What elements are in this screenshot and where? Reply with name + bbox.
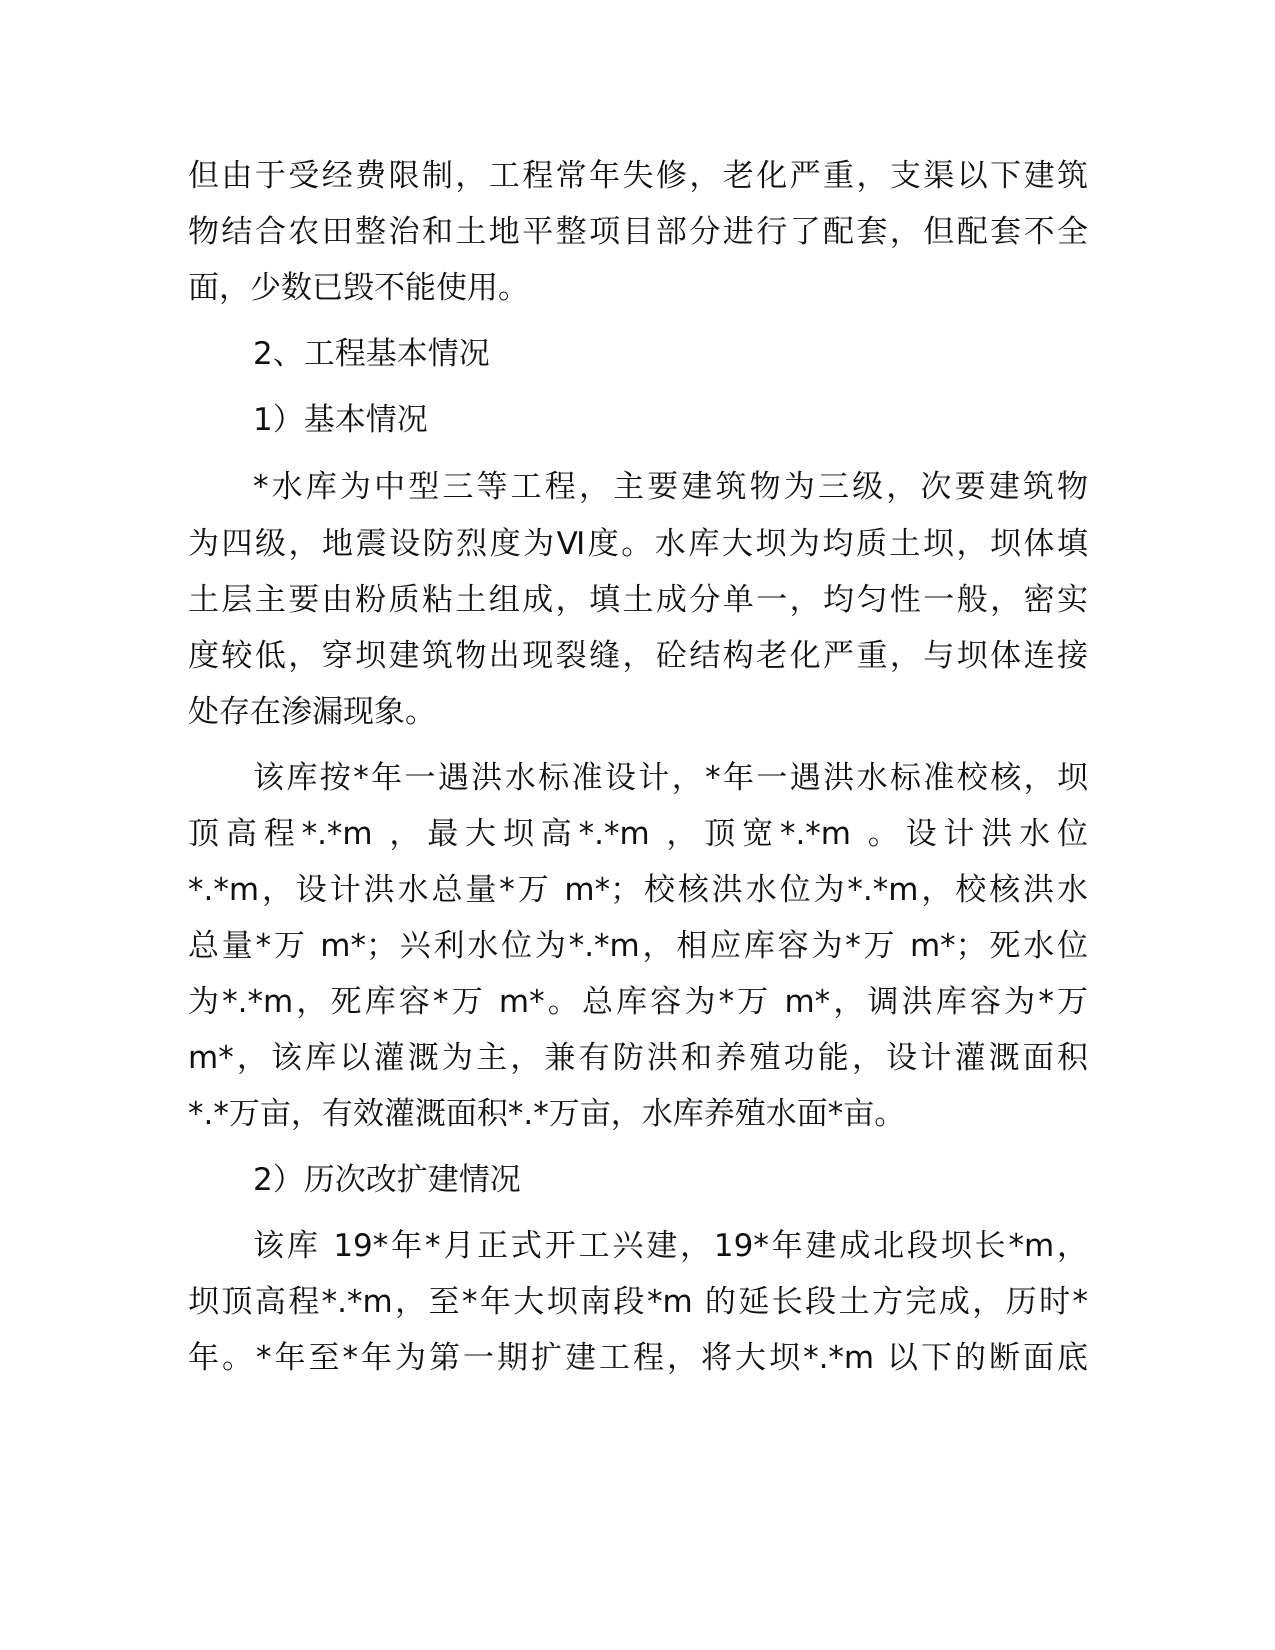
text-line-21: 年。*年至*年为第一期扩建工程，将大坝*.*m 以下的断面底 [188, 1340, 1088, 1376]
text-line-2: 物结合农田整治和土地平整项目部分进行了配套，但配套不全 [188, 214, 1088, 250]
text-line-10: 处存在渗漏现象。 [188, 694, 436, 730]
subsection-heading-history: 2）历次改扩建情况 [253, 1162, 521, 1198]
text-line-1: 但由于受经费限制，工程常年失修，老化严重，支渠以下建筑 [188, 158, 1088, 194]
text-line-20: 坝顶高程*.*m，至*年大坝南段*m 的延长段土方完成，历时* [188, 1284, 1088, 1320]
text-line-8: 土层主要由粉质粘土组成，填土成分单一，均匀性一般，密实 [188, 582, 1088, 618]
text-line-16: m*，该库以灌溉为主，兼有防洪和养殖功能，设计灌溉面积 [188, 1040, 1088, 1076]
text-line-9: 度较低，穿坝建筑物出现裂缝，砼结构老化严重，与坝体连接 [188, 638, 1088, 674]
text-line-3: 面，少数已毁不能使用。 [188, 270, 529, 306]
text-line-11: 该库按*年一遇洪水标准设计，*年一遇洪水标准校核，坝 [253, 760, 1088, 796]
text-line-12: 顶高程*.*m ，最大坝高*.*m ，顶宽*.*m 。设计洪水位 [188, 816, 1088, 852]
text-line-19: 该库 19*年*月正式开工兴建，19*年建成北段坝长*m， [253, 1228, 1088, 1264]
text-line-14: 总量*万 m*；兴利水位为*.*m，相应库容为*万 m*；死水位 [188, 928, 1088, 964]
text-line-13: *.*m，设计洪水总量*万 m*；校核洪水位为*.*m，校核洪水 [188, 872, 1088, 908]
text-line-7: 为四级，地震设防烈度为Ⅵ度。水库大坝为均质土坝，坝体填 [188, 526, 1088, 562]
subsection-heading-basic: 1）基本情况 [253, 402, 428, 438]
section-heading: 2、工程基本情况 [253, 336, 490, 372]
text-line-6: *水库为中型三等工程，主要建筑物为三级，次要建筑物 [253, 469, 1088, 505]
text-line-17: *.*万亩，有效灌溉面积*.*万亩，水库养殖水面*亩。 [188, 1096, 906, 1132]
text-line-15: 为*.*m，死库容*万 m*。总库容为*万 m*，调洪库容为*万 [188, 984, 1088, 1020]
